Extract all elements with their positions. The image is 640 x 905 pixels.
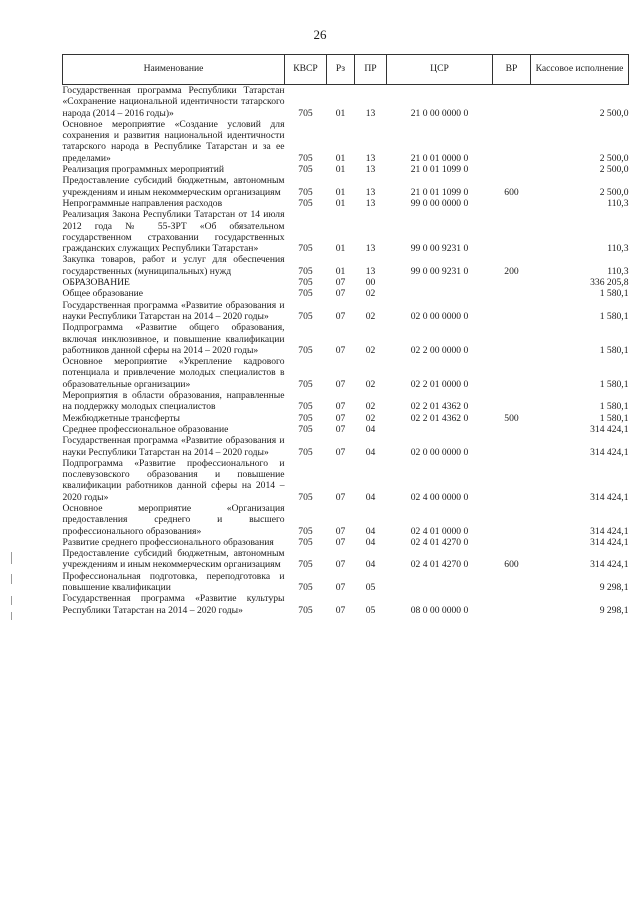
cell-csr: 02 4 01 4270 0	[410, 559, 469, 571]
cell-kvsr: 705	[298, 536, 313, 548]
cell-name: Мероприятия в области образования, направленные на поддержку молодых специалистов	[62, 390, 285, 413]
cell-pr: 13	[365, 107, 376, 119]
cell-vr	[493, 164, 531, 175]
cell-name: Непрограммные направления расходов	[62, 197, 223, 209]
cell-sum: 1 580,1	[599, 344, 629, 356]
cell-csr	[387, 571, 493, 594]
cell-csr: 21 0 00 0000 0	[410, 107, 469, 119]
cell-rz: 07	[335, 536, 346, 548]
cell-vr	[493, 288, 531, 299]
table-header-row	[63, 55, 629, 85]
cell-vr	[493, 300, 531, 323]
cell-name: Развитие среднего профессионального образования	[62, 536, 274, 548]
cell-kvsr: 705	[298, 164, 313, 176]
cell-kvsr: 705	[298, 582, 313, 594]
cell-name: Основное мероприятие «Создание условий для сохранения и развития национальной идентичности татарского народа в Республике Татарстан и за ее пределами»	[62, 118, 285, 164]
cell-pr: 04	[365, 423, 376, 435]
table-row	[63, 413, 629, 424]
cell-pr: 04	[365, 491, 376, 503]
table-row	[63, 503, 629, 537]
margin-scan-marks	[10, 552, 14, 622]
cell-pr: 05	[365, 582, 376, 594]
cell-rz: 01	[335, 164, 346, 176]
cell-name: Предоставление субсидий бюджетным, автономным учреждениям и иным некоммерческим организациям	[62, 175, 285, 198]
cell-pr: 02	[365, 378, 376, 390]
table-row	[63, 424, 629, 435]
table-row	[63, 254, 629, 277]
table-row	[63, 85, 629, 119]
cell-kvsr: 705	[298, 152, 313, 164]
cell-name: Межбюджетные трансферты	[62, 412, 180, 424]
cell-csr: 21 0 01 0000 0	[410, 152, 469, 164]
cell-kvsr: 705	[298, 423, 313, 435]
cell-vr	[493, 322, 531, 356]
cell-rz: 07	[335, 412, 346, 424]
cell-name: Общее образование	[62, 288, 144, 300]
cell-name: Среднее профессиональное образование	[62, 423, 229, 435]
cell-name: Государственная программа Республики Татарстан «Сохранение национальной идентичности татарского народа (2014 – 2016 годы)»	[62, 85, 285, 119]
cell-vr	[493, 119, 531, 164]
cell-name: Реализация Закона Республики Татарстан от 14 июля 2012 года № 55-ЗРТ «Об обязательном государственном страховании государственных гражданских служащих Республики Татарстан»	[62, 209, 285, 255]
cell-name: Подпрограмма «Развитие профессионального и послевузовского образования и повышение квалификации работников данной сферы на 2014 – 2020 годы»	[62, 457, 285, 503]
cell-rz: 01	[335, 107, 346, 119]
cell-pr: 13	[365, 243, 376, 255]
cell-pr: 00	[365, 277, 376, 289]
cell-name: Государственная программа «Развитие культуры Республики Татарстан на 2014 – 2020 годы»	[62, 593, 285, 616]
cell-kvsr: 705	[298, 197, 313, 209]
cell-sum: 1 580,1	[599, 412, 629, 424]
cell-csr: 02 2 01 0000 0	[410, 378, 469, 390]
cell-csr: 99 0 00 9231 0	[410, 265, 469, 277]
cell-csr	[387, 277, 493, 288]
cell-sum: 1 580,1	[599, 378, 629, 390]
cell-pr: 13	[365, 164, 376, 176]
table-row	[63, 593, 629, 616]
cell-csr: 02 2 00 0000 0	[410, 344, 469, 356]
cell-sum: 2 500,0	[599, 107, 629, 119]
header-kvsr: КВСР	[285, 55, 327, 85]
cell-name: ОБРАЗОВАНИЕ	[62, 277, 130, 289]
cell-rz: 07	[335, 491, 346, 503]
header-sum: Кассовое исполнение	[531, 55, 629, 85]
table-row	[63, 288, 629, 299]
cell-rz: 07	[335, 604, 346, 616]
cell-vr	[493, 424, 531, 435]
cell-rz: 07	[335, 423, 346, 435]
table-row	[63, 458, 629, 503]
cell-kvsr: 705	[298, 277, 313, 289]
cell-sum: 2 500,0	[599, 164, 629, 176]
table-row	[63, 300, 629, 323]
cell-rz: 07	[335, 378, 346, 390]
budget-table	[62, 54, 629, 616]
cell-kvsr: 705	[298, 378, 313, 390]
cell-rz: 07	[335, 582, 346, 594]
cell-kvsr: 705	[298, 265, 313, 277]
cell-csr: 21 0 01 1099 0	[410, 186, 469, 198]
cell-name: Профессиональная подготовка, переподготовка и повышение квалификации	[62, 570, 285, 594]
table-row	[63, 277, 629, 288]
header-csr: ЦСР	[387, 55, 493, 85]
cell-vr	[493, 593, 531, 616]
cell-csr: 08 0 00 0000 0	[410, 604, 469, 616]
cell-kvsr: 705	[298, 310, 313, 322]
cell-vr: 200	[504, 265, 519, 277]
cell-kvsr: 705	[298, 446, 313, 458]
cell-kvsr: 705	[298, 491, 313, 503]
cell-vr	[493, 571, 531, 594]
cell-sum: 314 424,1	[590, 536, 629, 548]
cell-sum: 110,3	[607, 265, 629, 277]
cell-rz: 01	[335, 152, 346, 164]
cell-rz: 07	[335, 401, 346, 413]
cell-sum: 314 424,1	[590, 525, 629, 537]
header-rz: Рз	[327, 55, 355, 85]
cell-sum: 2 500,0	[599, 186, 629, 198]
cell-sum: 110,3	[607, 197, 629, 209]
cell-csr	[387, 288, 493, 299]
cell-vr: 600	[504, 559, 519, 571]
cell-kvsr: 705	[298, 604, 313, 616]
cell-rz: 07	[335, 277, 346, 289]
table-row	[63, 390, 629, 413]
cell-pr: 13	[365, 265, 376, 277]
cell-vr	[493, 503, 531, 537]
cell-kvsr: 705	[298, 186, 313, 198]
table-row	[63, 175, 629, 198]
table-row	[63, 356, 629, 390]
cell-sum: 1 580,1	[599, 288, 629, 300]
cell-kvsr: 705	[298, 344, 313, 356]
cell-csr	[387, 424, 493, 435]
cell-name: Основное мероприятие «Укрепление кадрового потенциала и привлечение молодых специалистов в образовательные организации»	[62, 356, 285, 390]
cell-rz: 01	[335, 197, 346, 209]
cell-name: Подпрограмма «Развитие общего образования, включая инклюзивное, и повышение квалификации работников данной сферы на 2014 – 2020 годы»	[62, 322, 285, 356]
cell-pr: 04	[365, 525, 376, 537]
cell-csr: 02 2 01 4362 0	[410, 412, 469, 424]
cell-csr: 99 0 00 9231 0	[410, 243, 469, 255]
cell-csr: 99 0 00 0000 0	[410, 197, 469, 209]
cell-sum: 314 424,1	[590, 423, 629, 435]
header-pr: ПР	[355, 55, 387, 85]
cell-pr: 02	[365, 310, 376, 322]
cell-sum: 9 298,1	[599, 582, 629, 594]
cell-csr: 02 0 00 0000 0	[410, 446, 469, 458]
cell-pr: 13	[365, 197, 376, 209]
cell-pr: 02	[365, 344, 376, 356]
cell-kvsr: 705	[298, 525, 313, 537]
cell-vr	[493, 198, 531, 209]
cell-sum: 314 424,1	[590, 446, 629, 458]
cell-kvsr: 705	[298, 243, 313, 255]
cell-vr	[493, 356, 531, 390]
cell-vr: 600	[504, 186, 519, 198]
cell-sum: 110,3	[607, 243, 629, 255]
cell-kvsr: 705	[298, 288, 313, 300]
cell-sum: 1 580,1	[599, 310, 629, 322]
cell-kvsr: 705	[298, 412, 313, 424]
table-row	[63, 548, 629, 571]
cell-rz: 01	[335, 186, 346, 198]
header-vr: ВР	[493, 55, 531, 85]
cell-kvsr: 705	[298, 401, 313, 413]
cell-csr: 02 4 00 0000 0	[410, 491, 469, 503]
cell-sum: 314 424,1	[590, 491, 629, 503]
cell-name: Предоставление субсидий бюджетным, автономным учреждениям и иным некоммерческим организациям	[62, 548, 285, 571]
cell-csr: 02 0 00 0000 0	[410, 310, 469, 322]
cell-pr: 04	[365, 536, 376, 548]
table-row	[63, 537, 629, 548]
header-name: Наименование	[63, 55, 285, 85]
cell-csr: 02 4 01 0000 0	[410, 525, 469, 537]
table-row	[63, 571, 629, 594]
cell-kvsr: 705	[298, 107, 313, 119]
cell-csr: 02 4 01 4270 0	[410, 536, 469, 548]
cell-pr: 05	[365, 604, 376, 616]
cell-vr	[493, 435, 531, 458]
table-row	[63, 198, 629, 209]
cell-pr: 02	[365, 412, 376, 424]
cell-sum: 9 298,1	[599, 604, 629, 616]
table-body	[63, 85, 629, 616]
cell-csr: 21 0 01 1099 0	[410, 164, 469, 176]
cell-vr: 500	[504, 412, 519, 424]
cell-rz: 01	[335, 243, 346, 255]
cell-vr	[493, 390, 531, 413]
cell-name: Закупка товаров, работ и услуг для обеспечения государственных (муниципальных) нужд	[62, 254, 285, 277]
cell-name: Реализация программных мероприятий	[62, 164, 224, 176]
cell-pr: 04	[365, 559, 376, 571]
cell-rz: 07	[335, 525, 346, 537]
cell-sum: 2 500,0	[599, 152, 629, 164]
cell-rz: 01	[335, 265, 346, 277]
cell-rz: 07	[335, 288, 346, 300]
cell-pr: 02	[365, 288, 376, 300]
table-row	[63, 209, 629, 254]
table-row	[63, 322, 629, 356]
cell-pr: 13	[365, 152, 376, 164]
cell-vr	[493, 85, 531, 119]
cell-pr: 04	[365, 446, 376, 458]
cell-vr	[493, 537, 531, 548]
page-number: 26	[313, 27, 327, 42]
table-row	[63, 435, 629, 458]
cell-rz: 07	[335, 559, 346, 571]
cell-pr: 02	[365, 401, 376, 413]
table-row	[63, 164, 629, 175]
cell-vr	[493, 209, 531, 254]
cell-sum: 1 580,1	[599, 401, 629, 413]
cell-sum: 314 424,1	[590, 559, 629, 571]
cell-sum: 336 205,8	[590, 277, 629, 289]
cell-vr	[493, 458, 531, 503]
cell-kvsr: 705	[298, 559, 313, 571]
cell-rz: 07	[335, 344, 346, 356]
cell-vr	[493, 277, 531, 288]
cell-name: Государственная программа «Развитие образования и науки Республики Татарстан на 2014 – 2020 годы»	[62, 299, 285, 322]
cell-rz: 07	[335, 310, 346, 322]
cell-pr: 13	[365, 186, 376, 198]
cell-csr: 02 2 01 4362 0	[410, 401, 469, 413]
table-row	[63, 119, 629, 164]
cell-name: Государственная программа «Развитие образования и науки Республики Татарстан на 2014 – 2020 годы»	[62, 435, 285, 458]
cell-name: Основное мероприятие «Организация предоставления среднего и высшего профессионального образования»	[62, 502, 285, 537]
cell-rz: 07	[335, 446, 346, 458]
